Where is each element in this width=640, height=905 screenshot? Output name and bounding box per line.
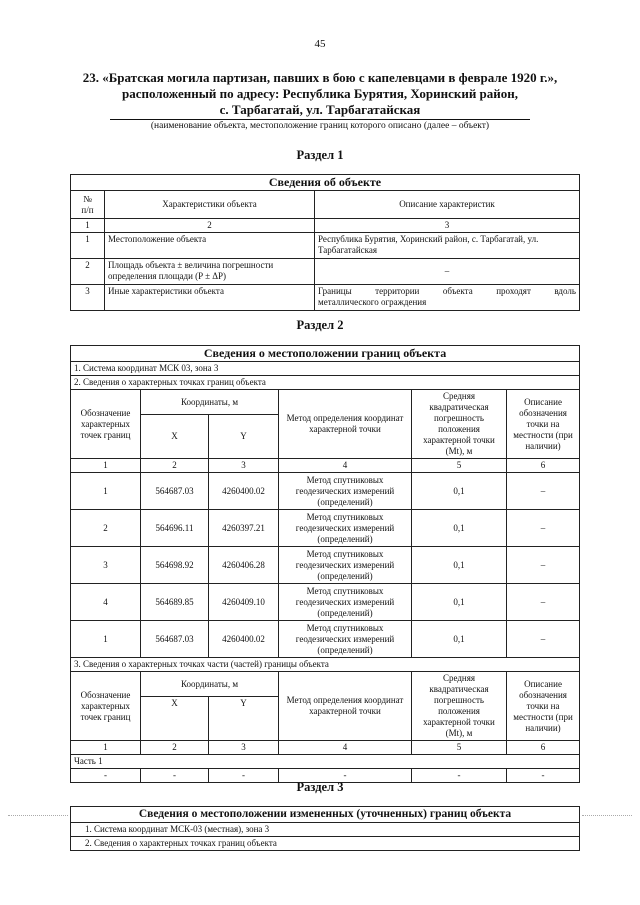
method-header: Метод определения координат характерной точки	[279, 390, 412, 459]
col-char-header: Характеристики объекта	[105, 191, 315, 219]
point-method: Метод спутниковых геодезических измерений (определений)	[279, 584, 412, 621]
point-x: 564687.03	[141, 621, 209, 658]
index-cell: 1	[71, 219, 105, 233]
row-characteristic: Иные характеристики объекта	[105, 285, 315, 311]
table-row	[71, 547, 580, 584]
point-id: 4	[71, 584, 141, 621]
description-header: Описание обозначения точки на местности (при наличии)	[507, 672, 580, 741]
description-header: Описание обозначения точки на местности (при наличии)	[507, 390, 580, 459]
point-id: 1	[71, 473, 141, 510]
point-id: 2	[71, 510, 141, 547]
coordinate-system: 1. Система координат МСК 03, зона 3	[71, 362, 580, 376]
point-x: 564698.92	[141, 547, 209, 584]
y-header: Y	[209, 697, 279, 741]
object-title-line-3: с. Тарбагатай, ул. Тарбагатайская	[219, 102, 421, 117]
table-row	[71, 233, 580, 259]
section1-heading: Раздел 1	[296, 148, 344, 162]
point-id: 1	[71, 621, 141, 658]
index-cell: 5	[412, 741, 507, 755]
index-cell: 4	[279, 741, 412, 755]
point-desc: –	[507, 584, 580, 621]
index-cell: 2	[141, 741, 209, 755]
scan-artifact-right	[582, 815, 632, 816]
part-cell: -	[279, 769, 412, 783]
x-header: X	[141, 697, 209, 741]
part-cell: -	[209, 769, 279, 783]
points-title: 2. Сведения о характерных точках границ объекта	[71, 376, 580, 390]
point-mt: 0,1	[412, 621, 507, 658]
error-header: Средняя квадратическая погрешность положения характерной точки (Mt), м	[412, 672, 507, 741]
col-desc-header: Описание характеристик	[315, 191, 580, 219]
point-method: Метод спутниковых геодезических измерений (определений)	[279, 547, 412, 584]
row-description: Республика Бурятия, Хоринский район, с. Тарбагатай, ул. Тарбагатайская	[315, 233, 580, 259]
page-number: 45	[314, 38, 326, 50]
coords-header: Координаты, м	[141, 390, 279, 415]
table-row	[71, 510, 580, 547]
point-id: 3	[71, 547, 141, 584]
object-caption: (наименование объекта, местоположение границ которого описано (далее – объект)	[150, 121, 490, 131]
point-x: 564687.03	[141, 473, 209, 510]
object-title-line-1: 23. «Братская могила партизан, павших в бою с капелевцами в феврале 1920 г.»,	[82, 70, 558, 85]
point-y: 4260397.21	[209, 510, 279, 547]
point-method: Метод спутниковых геодезических измерений (определений)	[279, 510, 412, 547]
scan-artifact-left	[8, 815, 68, 816]
index-cell: 4	[279, 459, 412, 473]
designation-header: Обозначение характерных точек границ	[71, 390, 141, 459]
object-title	[70, 70, 570, 118]
index-cell: 6	[507, 459, 580, 473]
section1-table-title: Сведения об объекте	[71, 175, 580, 191]
col-num-header: № п/п	[71, 191, 105, 219]
index-cell: 3	[209, 459, 279, 473]
row-characteristic: Местоположение объекта	[105, 233, 315, 259]
row-description: –	[315, 259, 580, 285]
point-desc: –	[507, 473, 580, 510]
point-x: 564689.85	[141, 584, 209, 621]
coords-header: Координаты, м	[141, 672, 279, 697]
section1-table	[70, 174, 580, 311]
row-number: 3	[71, 285, 105, 311]
table-row	[71, 473, 580, 510]
table-row	[71, 621, 580, 658]
title-underline	[110, 119, 530, 120]
point-mt: 0,1	[412, 584, 507, 621]
index-cell: 1	[71, 741, 141, 755]
section3-table-title: Сведения о местоположении измененных (уточненных) границ объекта	[71, 807, 580, 823]
point-x: 564696.11	[141, 510, 209, 547]
part-cell: -	[71, 769, 141, 783]
table-row	[71, 285, 580, 311]
part-cell: -	[507, 769, 580, 783]
part-cell: -	[141, 769, 209, 783]
section3-table	[70, 806, 580, 851]
index-cell: 3	[209, 741, 279, 755]
point-y: 4260409.10	[209, 584, 279, 621]
row-characteristic: Площадь объекта ± величина погрешности определения площади (P ± ΔP)	[105, 259, 315, 285]
point-y: 4260406.28	[209, 547, 279, 584]
index-cell: 3	[315, 219, 580, 233]
point-mt: 0,1	[412, 473, 507, 510]
point-y: 4260400.02	[209, 621, 279, 658]
table-row	[71, 584, 580, 621]
coordinate-system: 1. Система координат МСК-03 (местная), зона 3	[71, 823, 580, 837]
point-desc: –	[507, 621, 580, 658]
row-number: 2	[71, 259, 105, 285]
x-header: X	[141, 415, 209, 459]
error-header: Средняя квадратическая погрешность положения характерной точки (Mt), м	[412, 390, 507, 459]
index-cell: 6	[507, 741, 580, 755]
part-label: Часть 1	[71, 755, 580, 769]
index-cell: 5	[412, 459, 507, 473]
point-mt: 0,1	[412, 510, 507, 547]
object-title-line-2: расположенный по адресу: Республика Бурятия, Хоринский район,	[121, 86, 519, 101]
section2-heading: Раздел 2	[296, 318, 344, 332]
index-cell: 2	[141, 459, 209, 473]
method-header: Метод определения координат характерной точки	[279, 672, 412, 741]
row-number: 1	[71, 233, 105, 259]
points-title: 2. Сведения о характерных точках границ объекта	[71, 837, 580, 851]
point-method: Метод спутниковых геодезических измерений (определений)	[279, 473, 412, 510]
part-points-title: 3. Сведения о характерных точках части (частей) границы объекта	[71, 658, 580, 672]
point-mt: 0,1	[412, 547, 507, 584]
part-cell: -	[412, 769, 507, 783]
point-y: 4260400.02	[209, 473, 279, 510]
row-description: Границы территории объекта проходят вдоль металлического ограждения	[315, 285, 580, 311]
point-desc: –	[507, 547, 580, 584]
table-row	[71, 259, 580, 285]
section2-table-title: Сведения о местоположении границ объекта	[71, 346, 580, 362]
designation-header: Обозначение характерных точек границ	[71, 672, 141, 741]
point-desc: –	[507, 510, 580, 547]
point-method: Метод спутниковых геодезических измерений (определений)	[279, 621, 412, 658]
section2-table	[70, 345, 580, 783]
index-cell: 1	[71, 459, 141, 473]
index-cell: 2	[105, 219, 315, 233]
y-header: Y	[209, 415, 279, 459]
section3-heading: Раздел 3	[296, 780, 344, 794]
